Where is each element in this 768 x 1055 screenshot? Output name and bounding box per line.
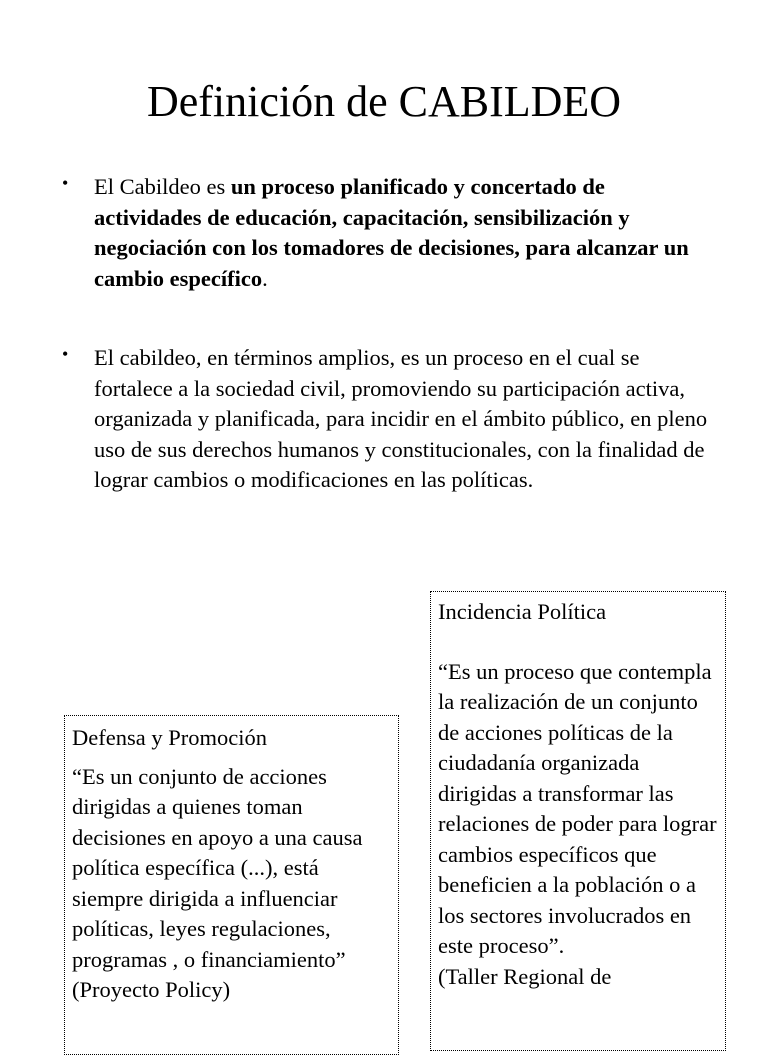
incidencia-politica-quote: “Es un proceso que contempla la realización de un conjunto de acciones políticas de la ciudadanía organizada dirigidas a transformar las relaciones de poder para lograr cambios específicos que beneficien a la población o a los sectores involucrados en este proceso”.: [438, 658, 717, 958]
definition-bullet-list: [62, 172, 712, 496]
bullet-suffix-text: .: [262, 265, 268, 291]
defensa-promocion-box: [64, 715, 399, 1055]
bullet-item-cabildeo-broad-terms: [62, 343, 712, 496]
defensa-promocion-quote: “Es un conjunto de acciones dirigidas a quienes toman decisiones en apoyo a una causa política específica (...), está siempre dirigida a influenciar políticas, leyes regulaciones, programas , o financiamiento” (Proyecto Policy): [72, 763, 363, 1002]
bullet-item-cabildeo-definition: [62, 172, 712, 294]
bullet-marker: •: [62, 344, 69, 364]
slide-title: Definición de CABILDEO: [146, 77, 622, 126]
incidencia-politica-title: Incidencia Política: [438, 599, 607, 624]
bullet-text: El cabildeo, en términos amplios, es un proceso en el cual se fortalece a la sociedad civil, promoviendo su participación activa, organizada y planificada, para incidir en el ámbito público, en pleno uso de sus derechos humanos y constitucionales, con la finalidad de lograr cambios o modificaciones en las políticas.: [94, 345, 708, 492]
bullet-prefix-text: El Cabildeo es: [94, 174, 231, 199]
defensa-promocion-title: Defensa y Promoción: [72, 725, 267, 750]
incidencia-politica-source: (Taller Regional de: [438, 963, 612, 989]
bullet-marker: •: [62, 173, 69, 193]
bullet-bold-definition: un proceso planificado y concertado de actividades de educación, capacitación, sensibilización y negociación con los tomadores de decisiones, para alcanzar un cambio específico: [94, 174, 689, 291]
incidencia-politica-box: [430, 591, 726, 1051]
